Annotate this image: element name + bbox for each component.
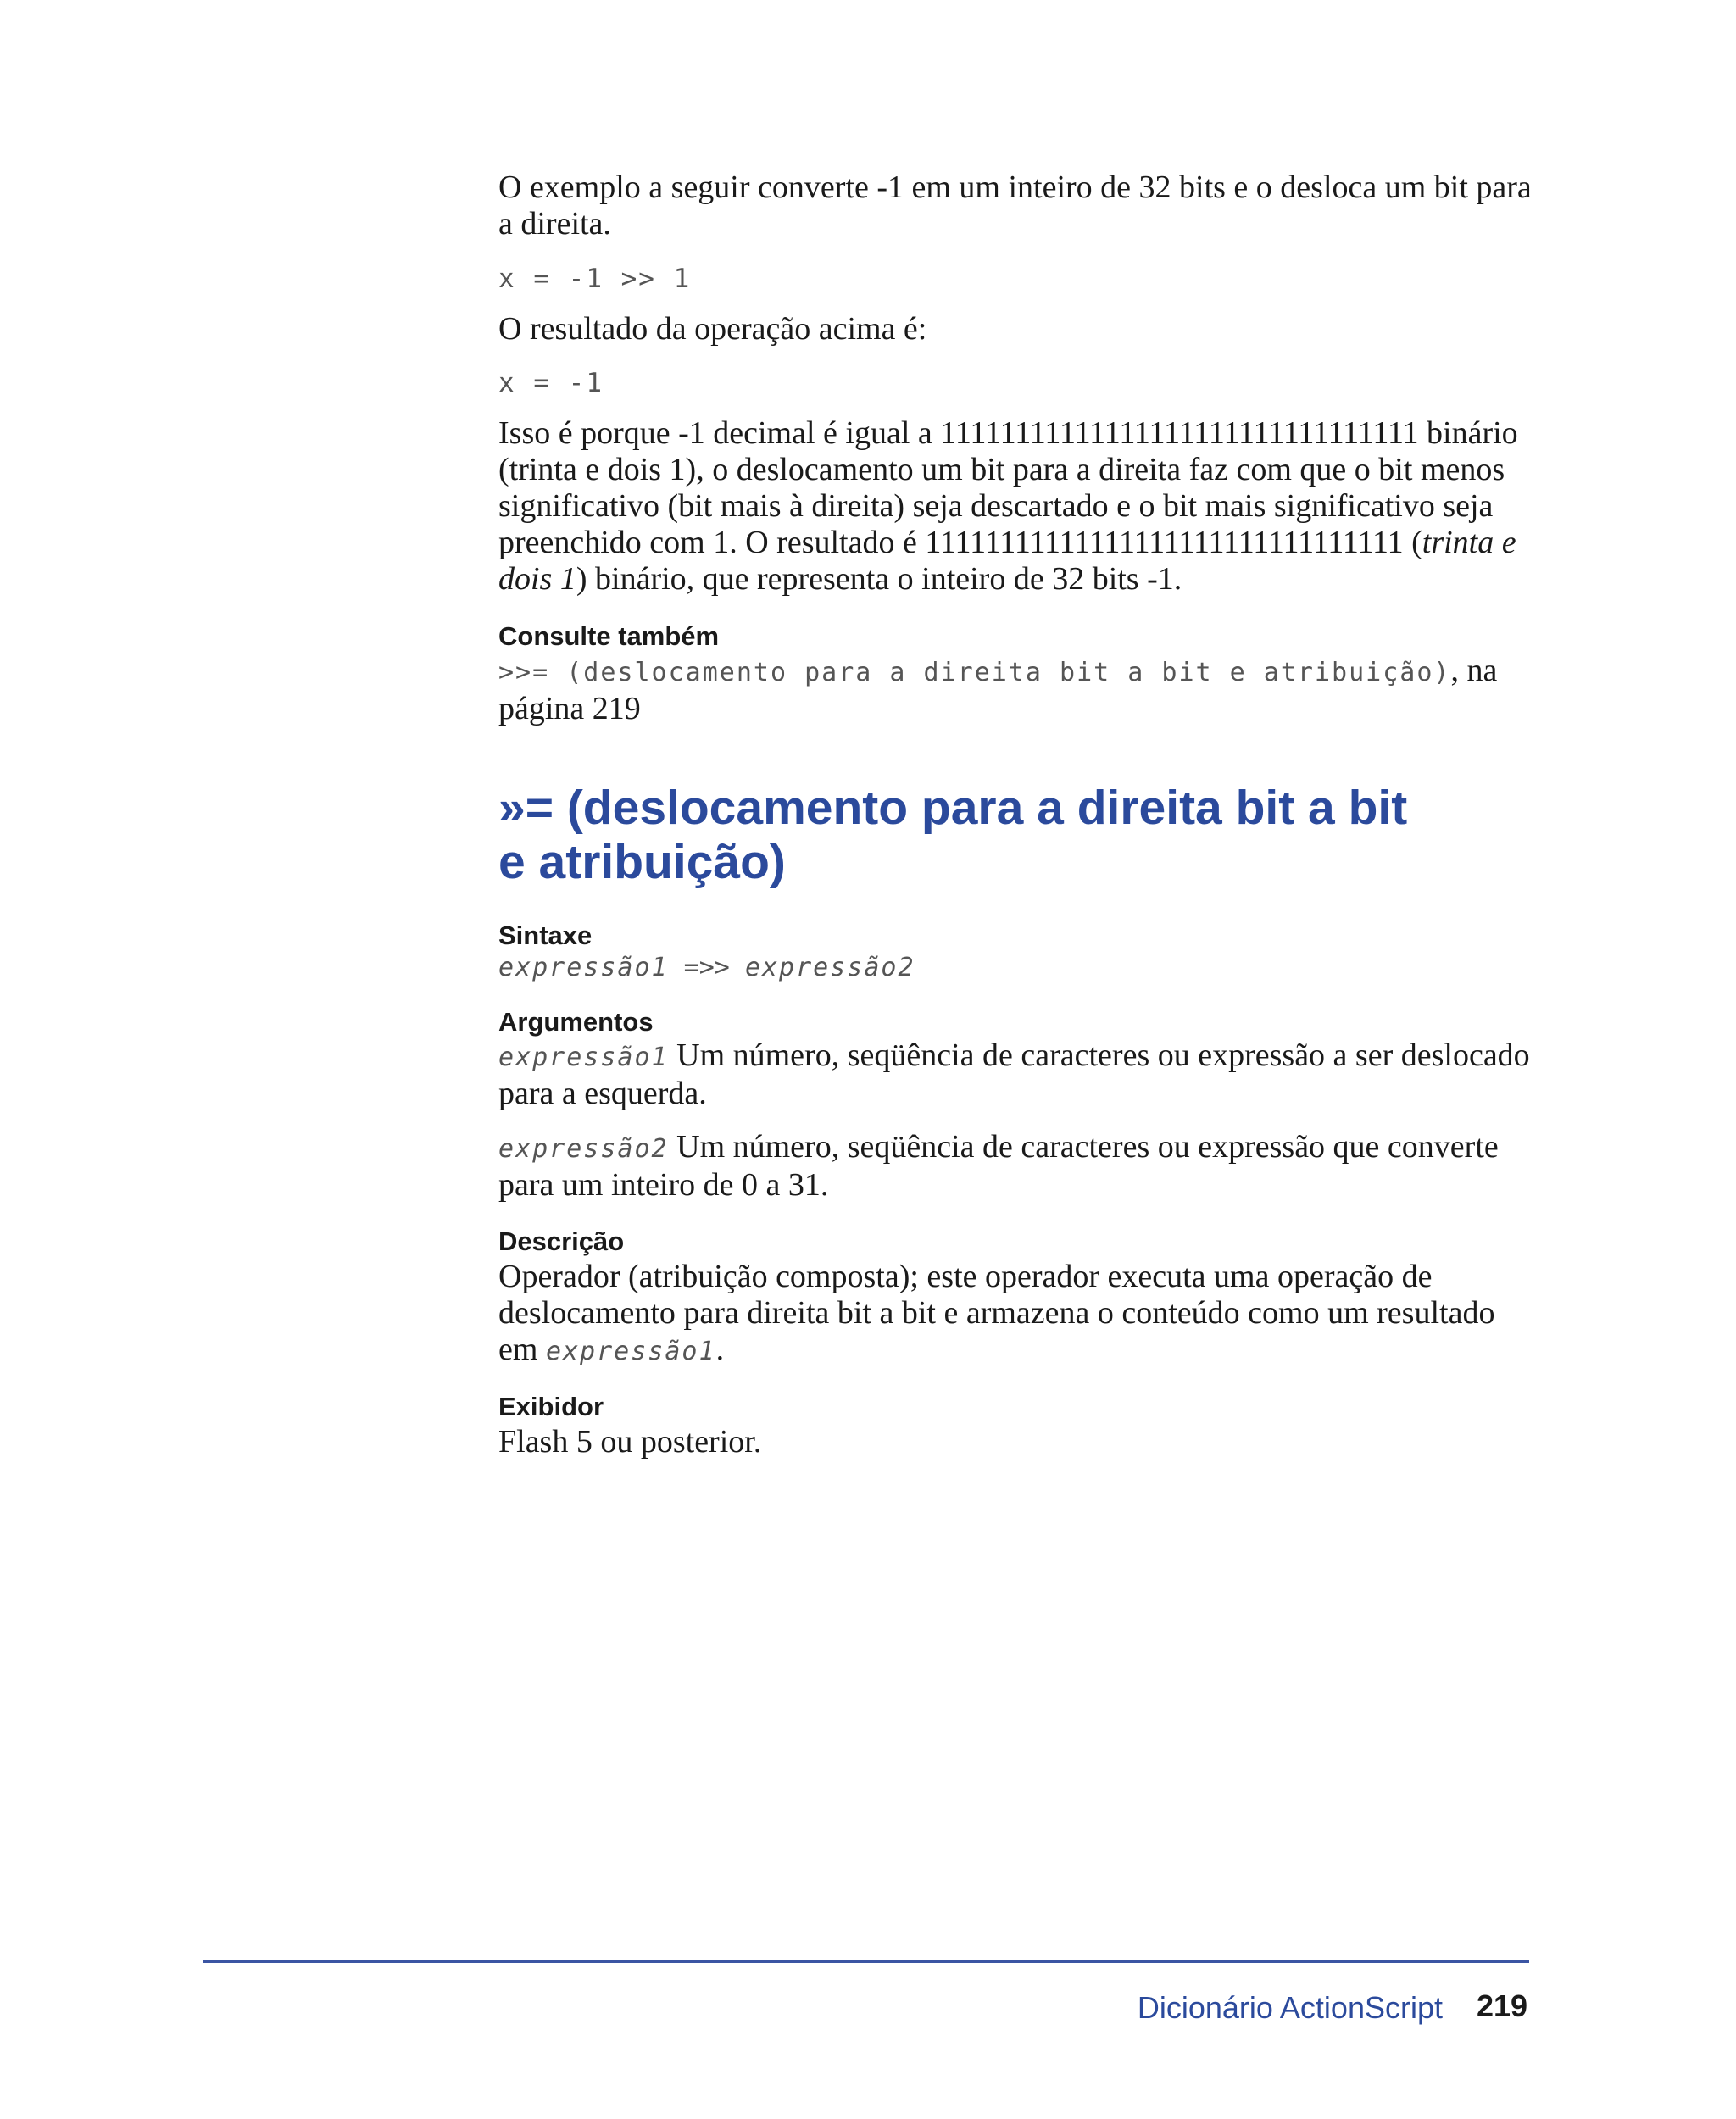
description-heading: Descrição (498, 1226, 625, 1256)
argument-2-name: expressão2 (498, 1134, 669, 1164)
code-example-1: x = -1 >> 1 (498, 264, 692, 294)
arguments-heading: Argumentos (498, 1007, 654, 1037)
page-number: 219 (1477, 1988, 1528, 2023)
section-title (498, 781, 1533, 889)
argument-2-text: Um número, seqüência de caracteres ou expressão que converte para um inteiro de 0 a 31. (498, 1129, 1499, 1203)
see-also-link-suffix: , na (1450, 653, 1498, 688)
syntax-operator: =>> (668, 953, 745, 982)
argument-2 (498, 1129, 1533, 1204)
section-title-line-2: e atribuição) (498, 835, 786, 889)
syntax-expr1: expressão1 (498, 953, 669, 982)
description-body: Operador (atribuição composta); este operador executa uma operação de deslocamento para direita bit a bit e armazena o conteúdo como um resultado em (498, 1259, 1495, 1367)
footer-title: Dicionário ActionScript (1137, 1990, 1443, 2025)
paragraph-3-part-a: Isso é porque -1 decimal é igual a 11111111111111111111111111111111 binário (trinta e dois 1), o deslocamento um bit para a direita faz com que o bit menos significativo (bit mais à direita) seja descartado e o bit mais significativo seja preenchido com 1. O resultado é 11111111111111111111111111111111 ( (498, 415, 1518, 560)
section-title-line-1: »= (deslocamento para a direita bit a bit (498, 781, 1408, 835)
description-end: . (715, 1332, 725, 1367)
see-also-link[interactable] (498, 653, 1533, 727)
see-also-page-ref[interactable]: página 219 (498, 691, 641, 726)
paragraph-3-part-b: ) binário, que representa o inteiro de 32 bits -1. (576, 561, 1182, 597)
paragraph-3-italic: trinta e dois 1 (498, 525, 1516, 597)
see-also-heading: Consulte também (498, 621, 720, 651)
see-also-link-code[interactable]: >>= (deslocamento para a direita bit a bit e atribuição) (498, 658, 1451, 687)
description-expr: expressão1 (545, 1337, 716, 1366)
syntax-heading: Sintaxe (498, 920, 593, 950)
intro-paragraph-1: O exemplo a seguir converte -1 em um inteiro de 32 bits e o desloca um bit para a direita. (498, 170, 1532, 242)
code-example-2: x = -1 (498, 368, 604, 398)
argument-1 (498, 1037, 1533, 1112)
description-text (498, 1259, 1533, 1370)
footer-rule (203, 1960, 1529, 1963)
argument-1-name: expressão1 (498, 1043, 669, 1072)
syntax-expr2: expressão2 (744, 953, 915, 982)
player-heading: Exibidor (498, 1392, 604, 1421)
intro-paragraph-2: O resultado da operação acima é: (498, 311, 927, 347)
intro-paragraph-3 (498, 415, 1533, 598)
argument-1-text: Um número, seqüência de caracteres ou expressão a ser deslocado para a esquerda. (498, 1037, 1530, 1111)
syntax-line (498, 953, 1533, 982)
player-text: Flash 5 ou posterior. (498, 1424, 762, 1460)
